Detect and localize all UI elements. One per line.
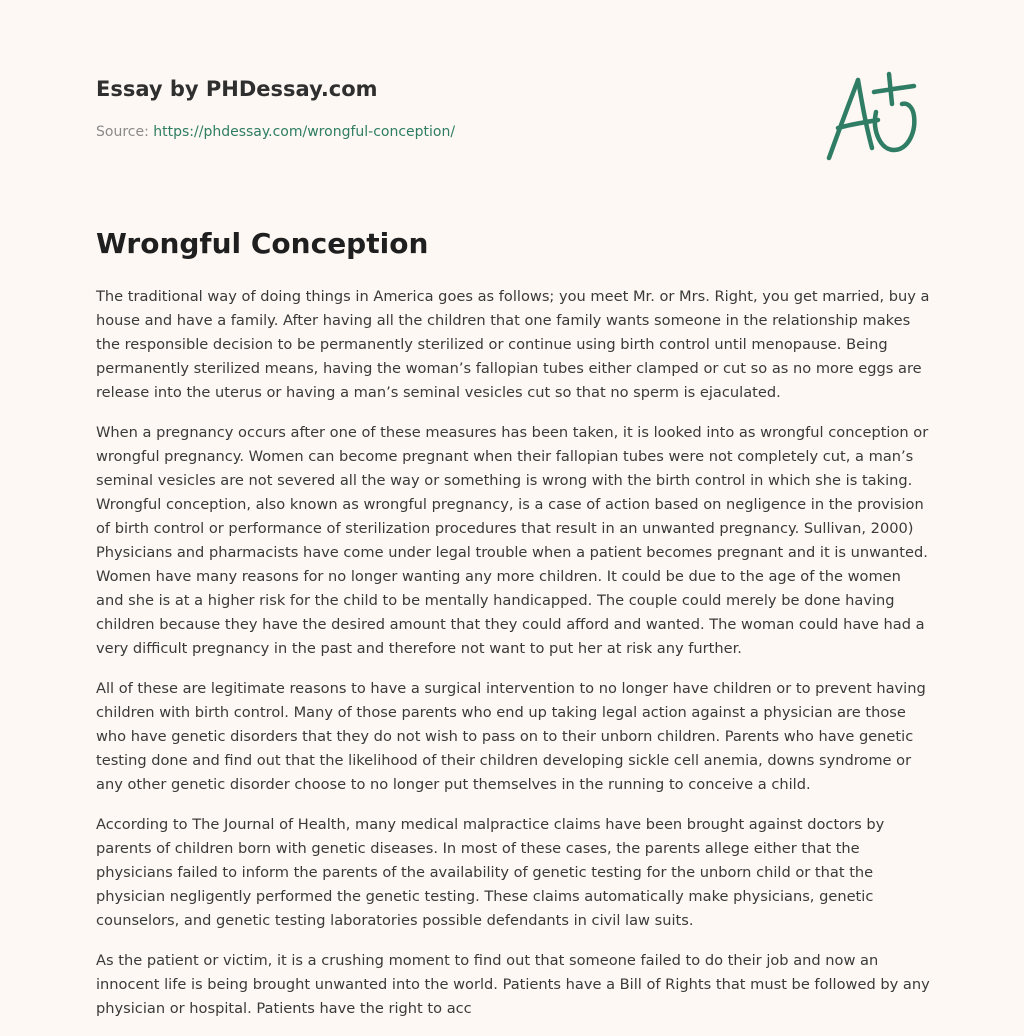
- essay-paragraph: When a pregnancy occurs after one of these measures has been taken, it is looked into as wrongful conception or wrongful pregnancy. Women can become pregnant when their fallopian tubes were not completely cut, a man’s seminal vesicles are not severed all the way or something is wrong with the birth control in which she is taking. Wrongful conception, also known as wrongful pregnancy, is a case of action based on negligence in the provision of birth control or performance of sterilization procedures that result in an unwanted pregnancy. Sullivan, 2000) Physicians and pharmacists have come under legal trouble when a patient becomes pregnant and it is unwanted. Women have many reasons for no longer wanting any more children. It could be due to the age of the women and she is at a higher risk for the child to be mentally handicapped. The couple could merely be done having children because they have the desired amount that they could afford and wanted. The woman could have had a very difficult pregnancy in the past and therefore not want to put her at risk any further.: [96, 424, 929, 657]
- source-link[interactable]: https://phdessay.com/wrongful-conception/: [153, 124, 456, 140]
- essay-title: Wrongful Conception: [96, 227, 429, 260]
- page-header: [96, 74, 796, 142]
- a-plus-logo-icon: [820, 68, 930, 168]
- essay-paragraph: According to The Journal of Health, many medical malpractice claims have been brought against doctors by parents of children born with genetic diseases. In most of these cases, the parents allege either that the physicians failed to inform the parents of the availability of genetic testing for the unborn child or that the physician negligently performed the genetic testing. These claims automatically make physicians, genetic counselors, and genetic testing laboratories possible defendants in civil law suits.: [96, 816, 885, 929]
- essay-body: [96, 285, 932, 1036]
- site-title: Essay by PHDessay.com: [96, 77, 378, 101]
- source-line: [96, 122, 796, 142]
- essay-paragraph: All of these are legitimate reasons to have a surgical intervention to no longer have children or to prevent having children with birth control. Many of those parents who end up taking legal action against a physician are those who have genetic disorders that they do not wish to pass on to their unborn children. Parents who have genetic testing done and find out that the likelihood of their children developing sickle cell anemia, downs syndrome or any other genetic disorder choose to no longer put themselves in the running to conceive a child.: [96, 680, 926, 793]
- essay-paragraph: The traditional way of doing things in America goes as follows; you meet Mr. or Mrs. Right, you get married, buy a house and have a family. After having all the children that one family wants someone in the relationship makes the responsible decision to be permanently sterilized or continue using birth control until menopause. Being permanently sterilized means, having the woman’s fallopian tubes either clamped or cut so as no more eggs are release into the uterus or having a man’s seminal vesicles cut so that no sperm is ejaculated.: [96, 288, 930, 401]
- essay-paragraph: As the patient or victim, it is a crushing moment to find out that someone failed to do their job and now an innocent life is being brought unwanted into the world. Patients have a Bill of Rights that must be followed by any physician or hospital. Patients have the right to acc: [96, 952, 930, 1017]
- source-label: Source:: [96, 124, 154, 140]
